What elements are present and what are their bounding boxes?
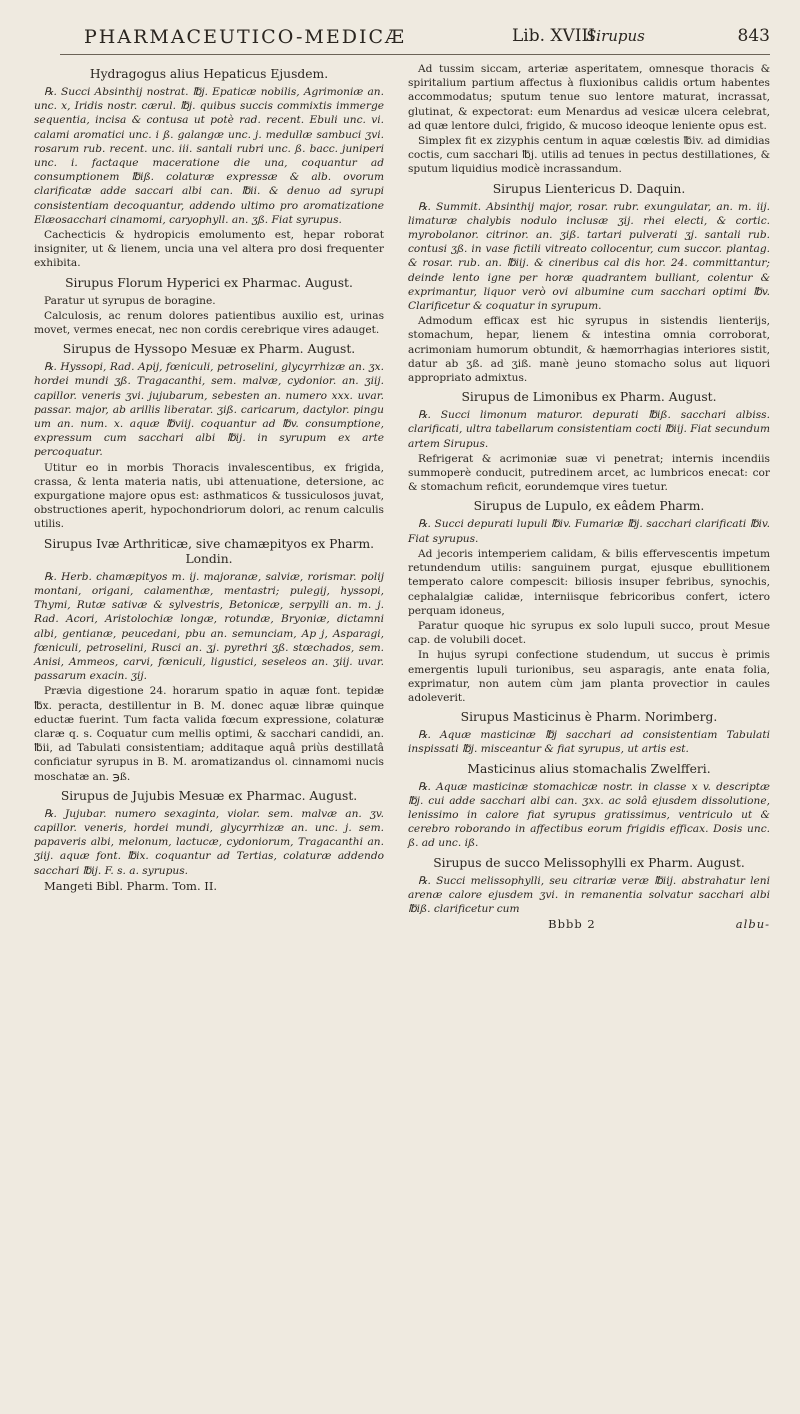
section-name: Sirupus — [586, 27, 645, 45]
body-paragraph: Cachecticis & hydropicis emolumento est, hepar roborat insigniter, ut & lienem, uncia una vel altera pro dosi frequenter exhibita. — [34, 229, 384, 270]
running-header — [60, 26, 770, 55]
recipe-heading: Sirupus de Limonibus ex Pharm. August. — [461, 390, 717, 405]
recipe-prescription: ℞. Succi Absinthij nostrat. ℔j. Epaticæ nobilis, Agrimoniæ an. unc. x, Iridis nostr. cærul. ℔j. quibus succis commixtis immerge sequentia, incisa & contusa ut potè rad. recent. Ebuli unc. vi. calami aromatici unc. i ß. galangæ unc. j. medullæ sambuci ʒvi. rosarum rub. recent. unc. iii. santali rubri unc. ß. bacc. juniperi unc. i. factaque maceratione die una, coquantur ad consumptionem ℔iß. colaturæ expressæ & alb. ovorum clarificatæ adde saccari albi can. ℔ii. & denuo ad syrupi consistentiam decoquantur, addendo ultimo pro aromatizatione Elæosacchari cinamomi, caryophyll. an. ʒß. Fiat syrupus. — [34, 86, 384, 226]
body-paragraph: Ad tussim siccam, arteriæ asperitatem, omnesque thoracis & spiritalium partium affectus à fluxionibus calidis ortum habentes accommodatus; sputum tenue suo lentore maturat, incrassat, glutinat, & expectorat: eum Menardus ad vesicæ ulcera celebrat, ad quæ lentore dulci, frigido, & mucoso ideoque leniente opus est. — [408, 63, 770, 132]
body-paragraph: Calculosis, ac renum dolores patientibus auxilio est, urinas movet, vermes enecat, nec non cordis cerebrique vires adauget. — [34, 309, 384, 337]
left-column — [34, 62, 384, 893]
recipe-heading: Sirupus Ivæ Arthriticæ, sive chamæpityos ex Pharm. Londin. — [43, 536, 375, 566]
recipe-heading: Sirupus Florum Hyperici ex Pharmac. August. — [65, 275, 353, 290]
body-paragraph: Paratur ut syrupus de boragine. — [44, 294, 216, 307]
signature-mark: Bbbb 2 — [548, 917, 596, 932]
book-number: Lib. XVIII. — [512, 26, 601, 46]
recipe-heading: Masticinus alius stomachalis Zwelfferi. — [467, 761, 711, 776]
recipe-prescription: ℞. Herb. chamæpityos m. ij. majoranæ, salviæ, rorismar. polij montani, origani, calamenthæ, mentastri; pulegij, hyssopi, Thymi, Rutæ sativæ & sylvestris, Betonicæ, serpylli an. m. j. Rad. Acori, Aristolochiæ longæ, rotundæ, Bryoniæ, dictamni albi, gentianæ, peucedani, pbu an. semunciam, Ap j, Asparagi, fœniculi, petroselini, Rusci an. ʒj. pyrethri ʒß. stœchados, sem. Anisi, Ammeos, carvi, fœniculi, ligustici, seseleos an. ʒiij. uvar. passarum exacin. ʒij. — [34, 570, 384, 683]
recipe-prescription: ℞. Aquæ masticinæ stomachicæ nostr. in classe x v. descriptæ ℔j. cui adde sacchari albi can. ʒxx. ac solâ ejusdem dissolutione, lenissimo in calore fiat syrupus gratissimus, ventriculo ut & cerebro roborando in affectibus eorum frigidis efficax. Dosis unc. ß. ad unc. iß. — [408, 780, 770, 850]
recipe-prescription: ℞. Succi melissophylli, seu citrariæ veræ ℔iij. abstrahatur leni arenæ calore ejusdem ʒvi. in remanentia solvatur sacchari albi ℔iß. clarificetur cum — [408, 874, 770, 915]
body-paragraph: Admodum efficax est hic syrupus in sistendis lienterijs, stomachum, hepar, lienem & intestina omnia corroborat, acrimoniam humorum obtundit, & hæmorrhagias interiores sistit, datur ab ʒß. ad ʒiß. manè jeuno stomacho solus aut liquori appropriato admixtus. — [408, 315, 770, 385]
recipe-heading: Sirupus Masticinus è Pharm. Norimberg. — [460, 710, 718, 725]
body-paragraph: Utitur eo in morbis Thoracis invalescentibus, ex frigida, crassa, & lenta materia natis, ubi attenuatione, detersione, ac expurgatione majore opus est: asthmaticos & tussiculosos juvat, obstructiones aperit, hypochondriorum dolori, ac renum calculis utilis. — [34, 461, 384, 531]
recipe-prescription: ℞. Succi limonum maturor. depurati ℔iß. sacchari albiss. clarificati, ultra tabellarum consistentiam cocti ℔iij. Fiat secundum artem Sirupus. — [408, 409, 770, 450]
page-number: 843 — [737, 26, 770, 46]
page-footer — [408, 917, 770, 931]
body-paragraph: Paratur quoque hic syrupus ex solo lupuli succo, prout Mesue cap. de volubili docet. — [408, 619, 770, 647]
bibliographic-footer: Mangeti Bibl. Pharm. Tom. II. — [44, 878, 218, 893]
body-paragraph: Simplex fit ex zizyphis centum in aquæ cœlestis ℔iv. ad dimidias coctis, cum sacchari ℔j. utilis ad tenues in pectus destillationes, & sputum liquidius modicè incrassandum. — [408, 135, 770, 176]
recipe-prescription: ℞. Aquæ masticinæ ℔j sacchari ad consistentiam Tabulati inspissati ℔j. misceantur & fiat syrupus, ut artis est. — [408, 729, 770, 756]
recipe-prescription: ℞. Jujubar. numero sexaginta, violar. sem. malvæ an. ʒv. capillor. veneris, hordei mundi, glycyrrhizæ an. unc. j. sem. papaveris albi, melonum, lactucæ, cydoniorum, Tragacanthi an. ʒiij. aquæ font. ℔ix. coquantur ad Tertias, colaturæ addendo sacchari ℔ij. F. s. a. syrupus. — [34, 807, 384, 877]
recipe-heading: Sirupus Lientericus D. Daquin. — [492, 181, 686, 196]
recipe-heading: Sirupus de Hyssopo Mesuæ ex Pharm. August. — [62, 342, 356, 357]
body-paragraph: Refrigerat & acrimoniæ suæ vi penetrat; internis incendiis summoperè conducit, putredinem arcet, ac lumbricos enecat: cor & stomachum reficit, eorundemque vires tuetur. — [408, 452, 770, 494]
catchword: albu- — [735, 917, 770, 932]
recipe-heading: Sirupus de Lupulo, ex eâdem Pharm. — [473, 499, 705, 514]
right-column — [408, 62, 770, 931]
recipe-prescription: ℞. Succi depurati lupuli ℔iv. Fumariæ ℔j. sacchari clarificati ℔iv. Fiat syrupus. — [408, 518, 770, 545]
recipe-prescription: ℞. Summit. Absinthij major, rosar. rubr. exungulatar, an. m. iij. limaturæ chalybis nodulo inclusæ ʒij. rhei electi, & cortic. myrobolanor. citrinor. an. ʒiß. tartari pulverati ʒj. santali rub. contusi ʒß. in vase fictili vitreato collocentur, cum succor. plantag. & rosar. rub. an. ℔iij. & cineribus cal dis hor. 24. committantur; deinde lento igne per horæ quadrantem bulliant, colentur & exprimantur, liquor verò ovi albumine cum sacchari optimi ℔v. Clarificetur & coquatur in syrupum. — [408, 200, 770, 313]
body-paragraph: In hujus syrupi confectione studendum, ut succus è primis emergentis lupuli turionibus, seu asparagis, ante enata folia, exprimatur, non autem cùm jam planta provectior in caules adoleverit. — [408, 649, 770, 704]
recipe-heading: Hydragogus alius Hepaticus Ejusdem. — [89, 67, 329, 81]
recipe-prescription: ℞. Hyssopi, Rad. Apij, fœniculi, petroselini, glycyrrhizæ an. ʒx. hordei mundi ʒß. Tragacanthi, sem. malvæ, cydonior. an. ʒiij. capillor. veneris ʒvi. jujubarum, sebesten an. numero xxx. uvar. passar. major, ab arillis liberatar. ʒiß. caricarum, dactylor. pingu um an. num. x. aquæ ℔viij. coquantur ad ℔v. consumptione, expressum cum sacchari albi ℔ij. in syrupum ex arte percoquatur. — [34, 361, 384, 459]
recipe-heading: Sirupus de succo Melissophylli ex Pharm. August. — [433, 855, 745, 870]
body-paragraph: Prævia digestione 24. horarum spatio in aquæ font. tepidæ ℔x. peracta, destillentur in B. M. donec aquæ libræ quinque eductæ fuerint. Tum facta valida fœcum expressione, colaturæ claræ q. s. Coquatur cum mellis optimi, & sacchari candidi, an. ℔ii, ad Tabulati consistentiam; additaque aquâ priùs destillatâ conficiatur syrupus in B. M. aromatizandus ol. cinnamomi nucis moschatæ an. ℈ß. — [34, 685, 384, 783]
recipe-heading: Sirupus de Jujubis Mesuæ ex Pharmac. August. — [60, 788, 358, 803]
running-title: PHARMACEUTICO-MEDICÆ — [84, 26, 407, 48]
body-paragraph: Ad jecoris intemperiem calidam, & bilis effervescentis impetum retundendum utilis: sanguinem purgat, ejusque ebullitionem temperato calore compescit: biliosis insuper febribus, synochis, cephalalgiæ calidæ, interniisque febricoribus confert, ictero perquam idoneus, — [408, 547, 770, 617]
